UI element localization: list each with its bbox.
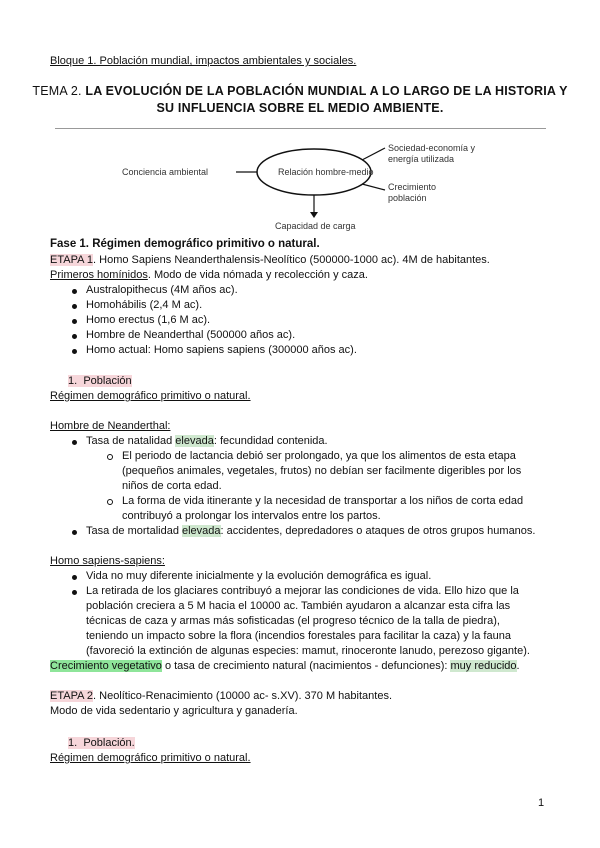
diagram-arrowhead [310,212,318,218]
diagram-bottom-label: Capacidad de carga [275,221,356,231]
page-title-line2 [0,101,600,115]
crecimiento-line: Crecimiento vegetativo o tasa de crecimiento natural (nacimientos - defunciones): muy reducido. [50,660,520,672]
divider [55,128,546,129]
list-item: Homo actual: Homo sapiens sapiens (300000 años ac). [86,344,357,356]
etapa1-line [50,254,490,266]
mortalidad-item: Tasa de mortalidad elevada: accidentes, depredadores o ataques de otros grupos humanos. [86,525,535,537]
etapa2-label: ETAPA 2 [50,690,94,702]
primeros-text: . Modo de vida nómada y recolección y caza. [147,269,368,281]
section2-label: Población. [83,737,135,749]
title-second: SU INFLUENCIA SOBRE EL MEDIO AMBIENTE. [156,101,444,115]
fase1-heading: Fase 1. Régimen demográfico primitivo o natural. [50,238,320,250]
diagram-line-bottom-right [362,184,385,190]
section2-regimen: Régimen demográfico primitivo o natural. [50,752,251,764]
diagram-left-label: Conciencia ambiental [122,167,209,177]
page-title-line1 [0,84,600,98]
natalidad-highlight: elevada [175,435,214,447]
diagram-top-right-2: energía utilizada [388,154,455,164]
diagram-line-top-right [362,148,385,160]
etapa1-text: . Homo Sapiens Neanderthalensis-Neolítico (500000-1000 ac). 4M de habitantes. [93,254,490,266]
section2-heading [68,737,135,749]
diagram-bottom-right-2: población [388,193,427,203]
section1-number: 1. [68,375,78,387]
section1-heading [68,375,132,387]
primeros-line [50,269,368,281]
diagram-top-right-1: Sociedad-economía y [388,143,476,153]
bloque-header: Bloque 1. Población mundial, impactos ambientales y sociales. [50,55,357,67]
muy-reducido-highlight: muy reducido [450,660,517,672]
mortalidad-highlight: elevada [182,525,221,537]
diagram-bottom-right-1: Crecimiento [388,182,437,192]
crecimiento-highlight: Crecimiento vegetativo [50,660,162,672]
list-item: Homohábilis (2,4 M ac). [86,299,202,311]
natalidad-item: Tasa de natalidad elevada: fecundidad contenida. [86,435,328,447]
section1-regimen: Régimen demográfico primitivo o natural. [50,390,251,402]
section1-label: Población [83,375,132,387]
sapiens-bullet1: Vida no muy diferente inicialmente y la evolución demográfica es igual. [86,570,431,582]
primeros-label: Primeros homínidos [50,269,148,281]
list-item: Hombre de Neanderthal (500000 años ac). [86,329,295,341]
title-main: LA EVOLUCIÓN DE LA POBLACIÓN MUNDIAL A LO LARGO DE LA HISTORIA Y [85,84,568,98]
etapa2-text: . Neolítico-Renacimiento (10000 ac- s.XV). 370 M habitantes. [93,690,392,702]
title-prefix: TEMA 2. [32,84,86,98]
page-number: 1 [538,797,545,809]
section2-number: 1. [68,737,78,749]
sapiens-heading: Homo sapiens-sapiens: [50,555,165,567]
diagram-center-label: Relación hombre-medio [278,167,374,177]
list-item: Australopithecus (4M años ac). [86,284,238,296]
list-item: Homo erectus (1,6 M ac). [86,314,210,326]
etapa2-line [50,690,392,702]
etapa2-modo: Modo de vida sedentario y agricultura y ganadería. [50,705,298,717]
etapa1-label: ETAPA 1 [50,254,94,266]
neanderthal-heading: Hombre de Neanderthal: [50,420,171,432]
